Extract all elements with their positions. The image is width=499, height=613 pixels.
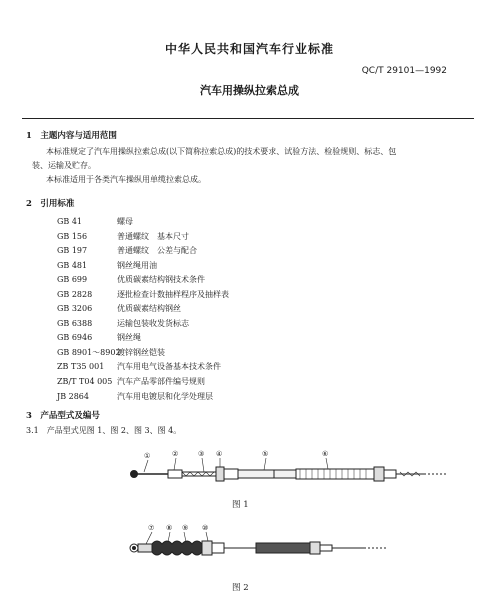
- reference-item: GB 3206 优质碳素结构钢丝: [57, 304, 181, 314]
- standard-code: QC/T 29101—1992: [361, 66, 447, 76]
- fig2-callout: ⑧: [166, 524, 173, 532]
- document-title: 汽车用操纵拉索总成: [200, 84, 299, 97]
- fig2-callout: ⑨: [182, 524, 189, 532]
- reference-item: GB 197 普通螺纹 公差与配合: [57, 246, 197, 256]
- reference-list: [57, 215, 229, 404]
- reference-item: GB 699 优质碳素结构钢技术条件: [57, 275, 205, 285]
- reference-item: GB 6388 运输包装收发货标志: [57, 318, 189, 328]
- section-1-para2: 本标准适用于各类汽车操纵用单缆拉索总成。: [46, 175, 206, 184]
- reference-item: GB 156 普通螺纹 基本尺寸: [57, 231, 189, 241]
- figure-2-cable-drawing: [124, 520, 394, 566]
- fig1-callout: ⑤: [262, 450, 269, 458]
- header-rule: [22, 118, 474, 119]
- section-1-para1-line1: 本标准规定了汽车用操纵拉索总成(以下简称拉索总成)的技术要求、试验方法、检验规则、标志、包: [46, 147, 397, 156]
- reference-item: ZB T35 001 汽车用电气设备基本技术条件: [57, 362, 221, 372]
- fig2-callout: ⑦: [148, 524, 155, 532]
- reference-item: GB 2828 逐批检查计数抽样程序及抽样表: [57, 289, 229, 299]
- reference-item: GB 41 螺母: [57, 217, 133, 226]
- figure-1-caption: 图 1: [232, 500, 249, 510]
- fig1-callout: ⑥: [322, 450, 329, 458]
- fig2-callout: ⑩: [202, 524, 209, 532]
- standard-organization-header: 中华人民共和国汽车行业标准: [164, 42, 334, 56]
- reference-item: GB 481 钢丝绳用油: [57, 260, 157, 270]
- figure-2-caption: 图 2: [232, 583, 249, 593]
- reference-item: ZB/T T04 005 汽车产品零部件编号规则: [57, 377, 205, 387]
- fig1-callout: ③: [198, 450, 205, 458]
- fig1-callout: ④: [216, 450, 223, 458]
- reference-item: GB 8901～8902镀锌钢丝铠装: [57, 347, 165, 357]
- reference-item: JB 2864 汽车用电镀层和化学处理层: [57, 391, 213, 401]
- fig1-callout: ①: [144, 452, 151, 460]
- section-3-heading: 3 产品型式及编号: [26, 411, 100, 421]
- figure-1-cable-drawing: [124, 448, 454, 496]
- section-3-1-text: 3.1 产品型式见图 1、图 2、图 3、图 4。: [26, 426, 182, 435]
- reference-item: GB 6946 钢丝绳: [57, 333, 141, 343]
- section-1-para1-line2: 装、运输及贮存。: [32, 161, 96, 170]
- fig1-callout: ②: [172, 450, 179, 458]
- section-2-heading: 2 引用标准: [26, 199, 75, 209]
- section-1-heading: 1 主题内容与适用范围: [26, 131, 117, 141]
